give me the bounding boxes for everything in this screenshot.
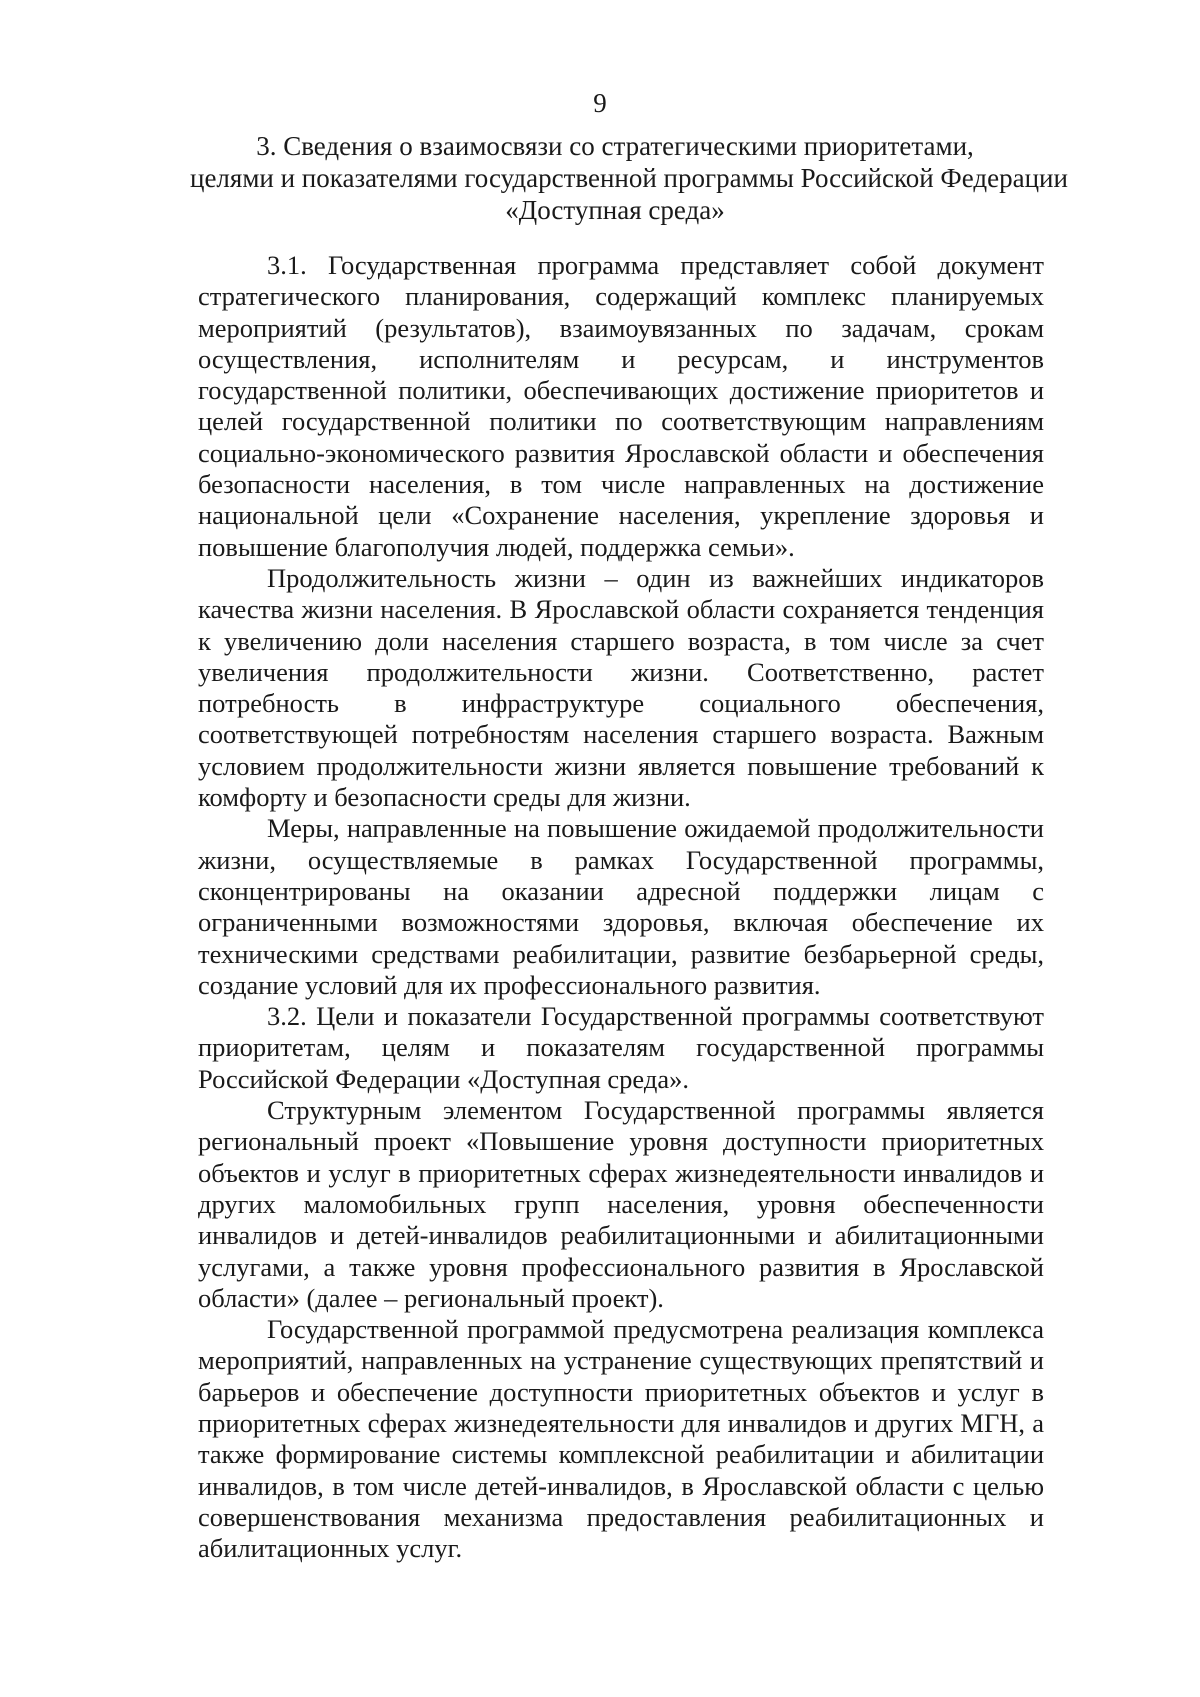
paragraph-3-2: 3.2. Цели и показатели Государственной программы соответствуют приоритетам, целям и показателям государственной программы Российской Федерации «Доступная среда». [198, 1001, 1044, 1094]
section-heading-line-3: «Доступная среда» [505, 195, 725, 225]
page-number: 9 [593, 88, 607, 118]
paragraph-regional-project: Структурным элементом Государственной программы является региональный проект «Повышение уровня доступности приоритетных объектов и услуг в приоритетных сферах жизнедеятельности инвалидов и других маломобильных групп населения, уровня обеспеченности инвалидов и детей-инвалидов реабилитационными и абилитационными услугами, а также уровня профессионального развития в Ярославской области» (далее – региональный проект). [198, 1095, 1044, 1313]
paragraph-3-1: 3.1. Государственная программа представляет собой документ стратегического планирования, содержащий комплекс планируемых мероприятий (результатов), взаимоувязанных по задачам, срокам осуществления, исполнителям и ресурсам, и инструментов государственной политики, обеспечивающих достижение приоритетов и целей государственной политики по соответствующим направлениям социально-экономического развития Ярославской области и обеспечения безопасности населения, в том числе направленных на достижение национальной цели «Сохранение населения, укрепление здоровья и повышение благополучия людей, поддержка семьи». [198, 250, 1044, 562]
section-heading-line-2: целями и показателями государственной программы Российской Федерации [190, 163, 1068, 193]
paragraph-measures: Меры, направленные на повышение ожидаемой продолжительности жизни, осуществляемые в рамках Государственной программы, сконцентрированы на оказании адресной поддержки лицам с ограниченными возможностями здоровья, включая обеспечение их техническими средствами реабилитации, развитие безбарьерной среды, создание условий для их профессионального развития. [198, 813, 1044, 1000]
section-heading [190, 130, 1068, 226]
paragraph-program-measures: Государственной программой предусмотрена реализация комплекса мероприятий, направленных на устранение существующих препятствий и барьеров и обеспечение доступности приоритетных объектов и услуг в приоритетных сферах жизнедеятельности для инвалидов и других МГН, а также формирование системы комплексной реабилитации и абилитации инвалидов, в том числе детей-инвалидов, в Ярославской области с целью совершенствования механизма предоставления реабилитационных и абилитационных услуг. [198, 1314, 1044, 1564]
paragraph-life-expectancy: Продолжительность жизни – один из важнейших индикаторов качества жизни населения. В Ярославской области сохраняется тенденция к увеличению доли населения старшего возраста, в том числе за счет увеличения продолжительности жизни. Соответственно, растет потребность в инфраструктуре социального обеспечения, соответствующей потребностям населения старшего возраста. Важным условием продолжительности жизни является повышение требований к комфорту и безопасности среды для жизни. [198, 562, 1044, 813]
section-heading-line-1: 3. Сведения о взаимосвязи со стратегическими приоритетами, [256, 131, 974, 161]
document-body [198, 250, 1044, 1564]
